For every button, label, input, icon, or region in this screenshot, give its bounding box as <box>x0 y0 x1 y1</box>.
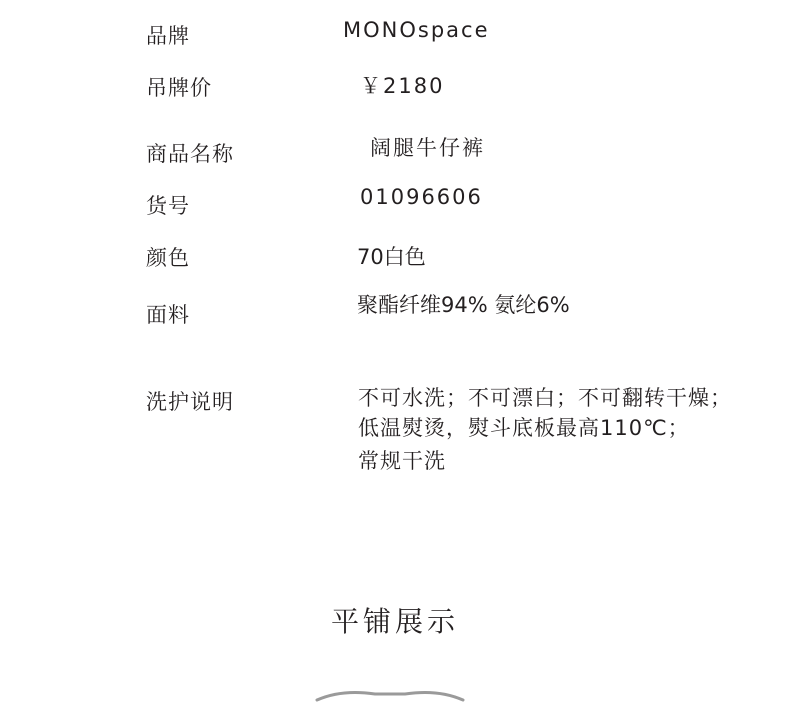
care-instruction-line: 低温熨烫，熨斗底板最高110℃； <box>358 416 690 440</box>
tag-price-label: 吊牌价 <box>146 76 212 100</box>
care-instruction-line: 常规干洗 <box>358 449 446 473</box>
item-number-value: 01096606 <box>360 185 483 209</box>
tag-price-value: ￥2180 <box>360 74 445 98</box>
fabric-label: 面料 <box>146 303 190 327</box>
brand-value: MONOspace <box>343 18 490 42</box>
product-name-label: 商品名称 <box>146 142 234 166</box>
care-instruction-line: 不可水洗；不可漂白；不可翻转干燥； <box>358 386 732 410</box>
color-label: 颜色 <box>146 246 190 270</box>
care-instructions-label: 洗护说明 <box>146 390 234 414</box>
garment-top-edge-icon <box>315 688 465 702</box>
fabric-value: 聚酯纤维94% 氨纶6% <box>357 293 570 317</box>
brand-label: 品牌 <box>146 24 190 48</box>
color-value: 70白色 <box>357 245 426 269</box>
flat-lay-section-title: 平铺展示 <box>330 605 459 638</box>
product-name-value: 阔腿牛仔裤 <box>370 136 485 160</box>
item-number-label: 货号 <box>146 194 190 218</box>
